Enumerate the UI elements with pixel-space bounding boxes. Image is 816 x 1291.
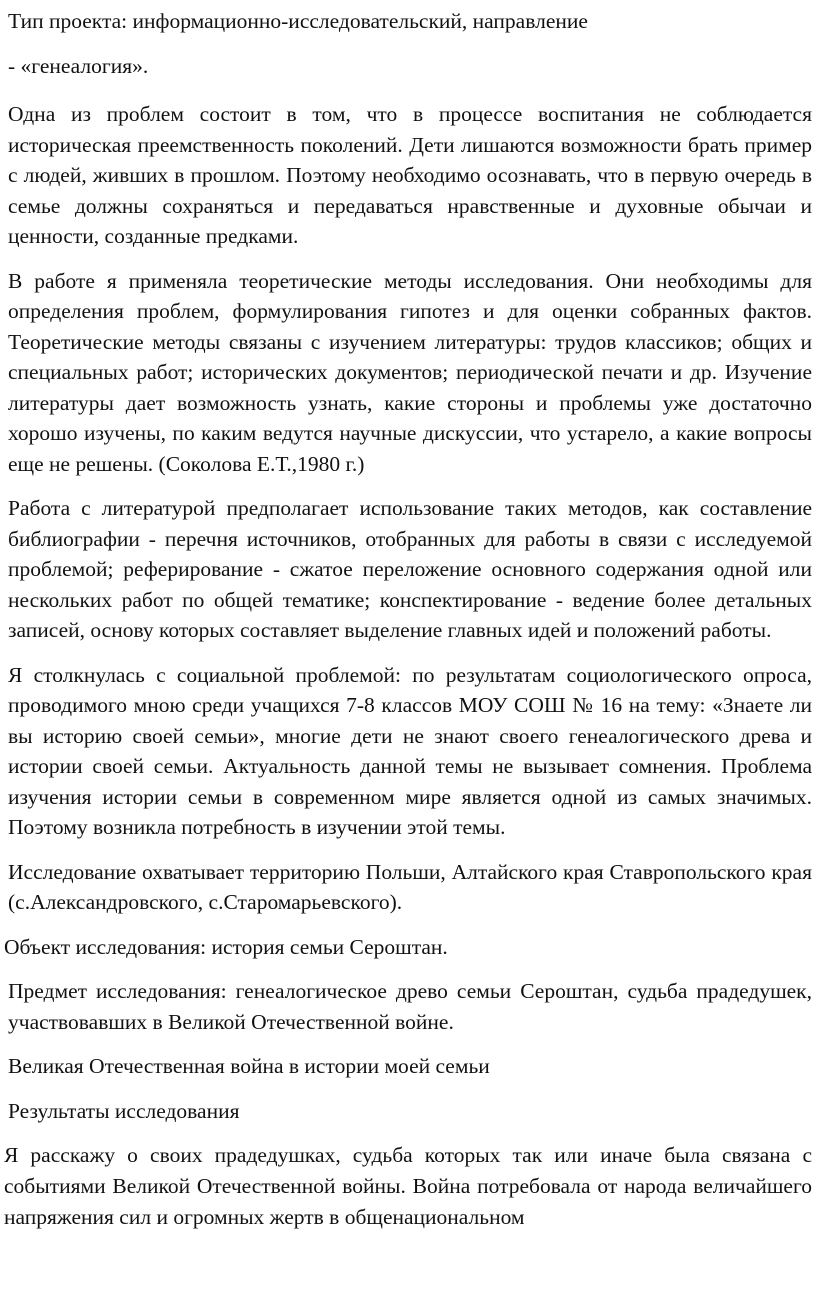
project-direction-line: - «генеалогия». — [8, 53, 149, 78]
paragraph-literature: Работа с литературой предполагает использование таких методов, как составление библиографии - перечня источников, отобранных для работы в связи с исследуемой проблемой; реферирование - сжатое переложение основного содержания одной или нескольких работ по общей тематике; конспектирование - ведение более детальных записей, основу которых составляет выделение главных идей и положений работы. — [8, 496, 812, 642]
paragraph-problem: Одна из проблем состоит в том, что в процессе воспитания не соблюдается историческая преемственность поколений. Дети лишаются возможности брать пример с людей, живших в прошлом. Поэтому необходимо осознавать, что в первую очередь в семье должны сохраняться и передаваться нравственные и духовные обычаи и ценности, созданные предками. — [8, 102, 812, 248]
paragraph-object: Объект исследования: история семьи Сероштан. — [4, 934, 448, 959]
paragraph-social-problem: Я столкнулась с социальной проблемой: по результатам социологического опроса, проводимого мною среди учащихся 7-8 классов МОУ СОШ № 16 на тему: «Знаете ли вы историю своей семьи», многие дети не знают своего генеалогического древа и истории своей семьи. Актуальность данной темы не вызывает сомнения. Проблема изучения истории семьи в современном мире является одной из самых значимых. Поэтому возникла потребность в изучении этой темы. — [8, 662, 812, 839]
paragraph-methods: В работе я применяла теоретические методы исследования. Они необходимы для определения проблем, формулирования гипотез и для оценки собранных фактов. Теоретические методы связаны с изучением литературы: трудов классиков; общих и специальных работ; исторических документов; периодической печати и др. Изучение литературы дает возможность узнать, какие стороны и проблемы уже достаточно хорошо изучены, по каким ведутся научные дискуссии, что устарело, а какие вопросы еще не решены. (Соколова Е.Т.,1980 г.) — [8, 268, 812, 476]
heading-results: Результаты исследования — [8, 1098, 240, 1123]
heading-war-in-family: Великая Отечественная война в истории моей семьи — [8, 1054, 490, 1078]
paragraph-great-grandfathers: Я расскажу о своих прадедушках, судьба которых так или иначе была связана с событиями Великой Отечественной войны. Война потребовала от народа величайшего напряжения сил и огромных жертв в общенациональном — [4, 1143, 812, 1229]
project-type-line: Тип проекта: информационно-исследовательский, направление — [8, 9, 588, 33]
paragraph-territory: Исследование охватывает территорию Польши, Алтайского края Ставропольского края (с.Александровского, с.Старомарьевского). — [8, 859, 812, 914]
paragraph-subject: Предмет исследования: генеалогическое древо семьи Сероштан, судьба прадедушек, участвовавших в Великой Отечественной войне. — [8, 979, 812, 1034]
